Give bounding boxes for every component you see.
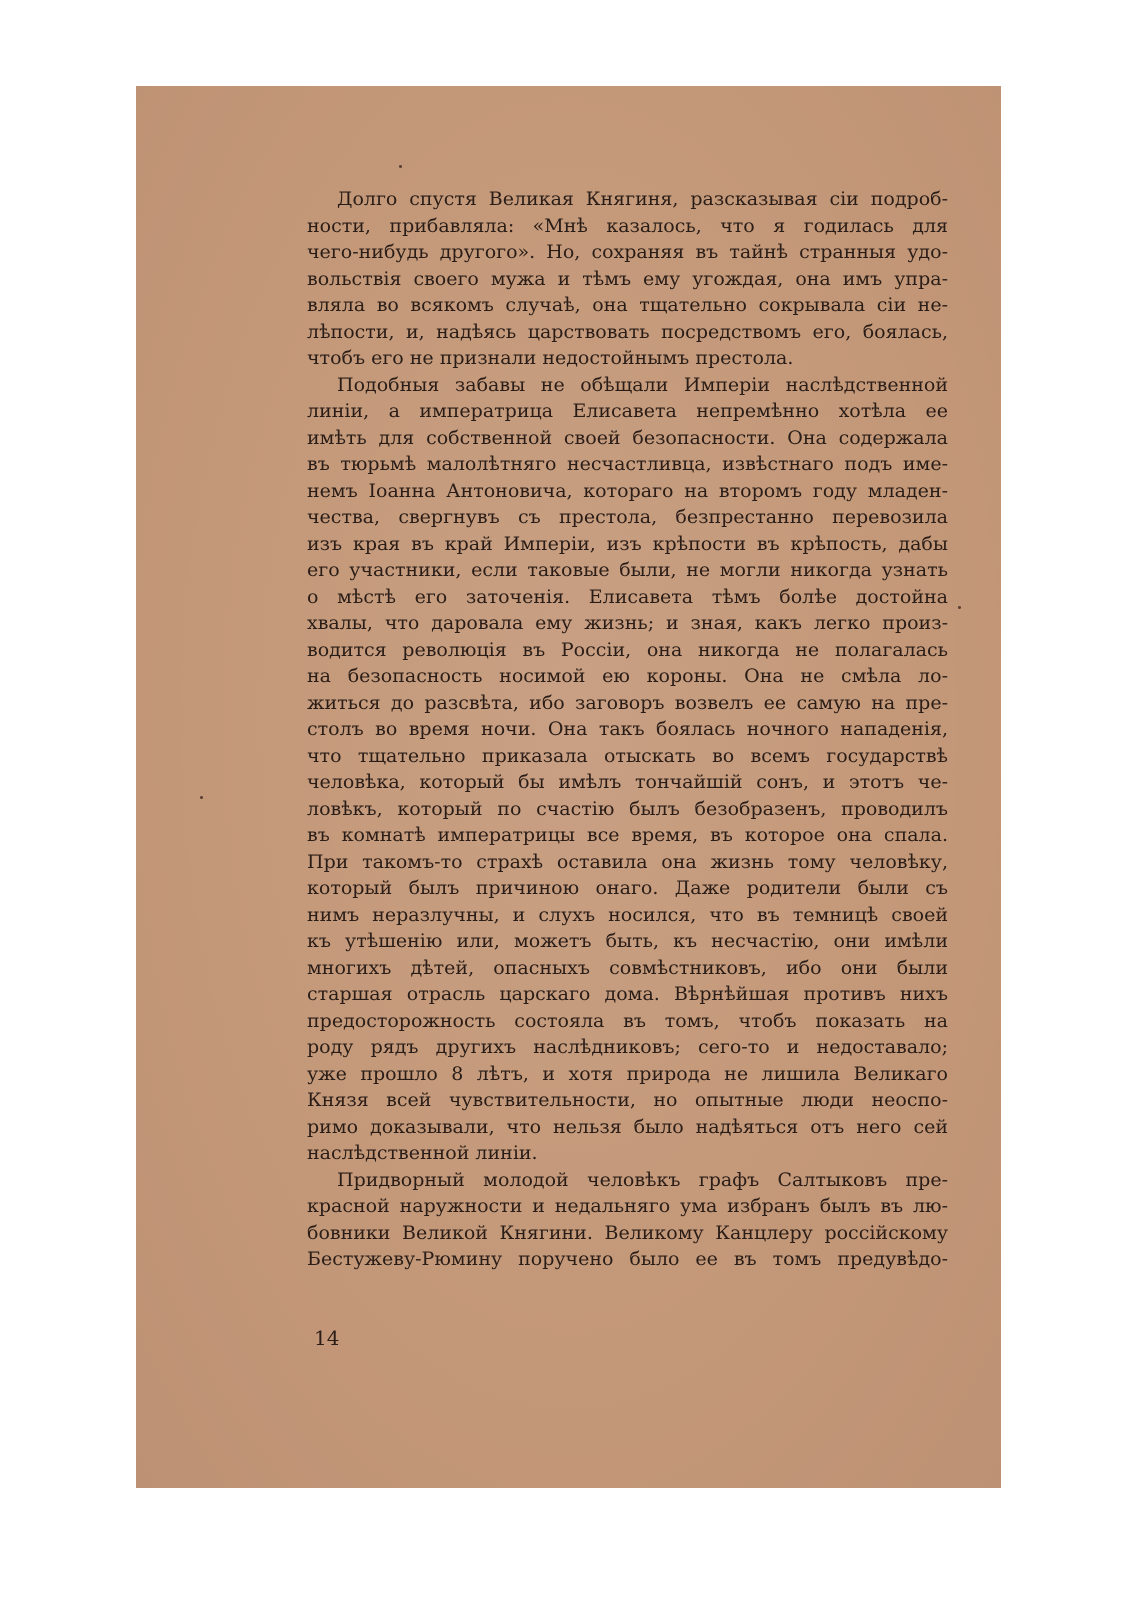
page-number: 14 — [314, 1326, 340, 1350]
text-line: красной наружности и недальняго ума избранъ былъ въ лю- — [307, 1195, 948, 1217]
paragraph-3 — [307, 1167, 948, 1273]
text-line: немъ Iоанна Антоновича, котораго на второмъ году младен- — [307, 479, 948, 502]
text-line: Князя всей чувствительности, но опытные люди неоспо- — [307, 1089, 948, 1111]
text-line: бовники Великой Княгини. Великому Канцлеру россiйскому — [307, 1221, 948, 1244]
text-line: старшая отрасль царскаго дома. Вѣрнѣйшая противъ нихъ — [307, 983, 948, 1005]
text-line: многихъ дѣтей, опасныхъ совмѣстниковъ, ибо они были — [307, 956, 948, 979]
print-speck — [399, 165, 402, 168]
paragraph-2 — [307, 372, 948, 1167]
text-line: уже прошло 8 лѣтъ, и хотя природа не лишила Великаго — [307, 1062, 948, 1085]
text-line: человѣка, который бы имѣлъ тончайшiй сонъ, и этотъ че- — [307, 771, 948, 793]
text-line: чтобъ его не признали недостойнымъ престола. — [307, 347, 794, 369]
text-line: предосторожность состояла въ томъ, чтобъ показать на — [307, 1009, 948, 1032]
text-line: чества, свергнувъ съ престола, безпрестанно перевозила — [307, 506, 948, 528]
text-line: вольствiя своего мужа и тѣмъ ему угождая, она имъ упра- — [307, 267, 948, 290]
text-line: водится революцiя въ Россiи, она никогда не полагалась — [307, 638, 948, 661]
text-line: римо доказывали, что нельзя было надѣяться отъ него сей — [307, 1115, 948, 1138]
text-line: житься до разсвѣта, ибо заговоръ возвелъ ее самую на пре- — [307, 691, 948, 714]
book-page — [136, 86, 1001, 1488]
text-line: ловѣкъ, который по счастiю былъ безобразенъ, проводилъ — [307, 797, 948, 820]
body-text — [307, 186, 948, 1273]
text-line: его участники, если таковые были, не могли никогда узнать — [307, 559, 948, 581]
text-line: вляла во всякомъ случаѣ, она тщательно сокрывала сiи не- — [307, 294, 948, 316]
text-line: Придворный молодой человѣкъ графъ Салтыковъ пре- — [337, 1168, 948, 1191]
text-line: роду рядъ другихъ наслѣдниковъ; сего-то и недоставало; — [307, 1036, 948, 1058]
text-line: линiи, а императрица Елисавета непремѣнно хотѣла ее — [307, 400, 948, 422]
text-line: о мѣстѣ его заточенiя. Елисавета тѣмъ болѣе достойна — [307, 585, 948, 608]
text-line: въ комнатѣ императрицы все время, въ которое она спала. — [307, 824, 948, 846]
text-line: къ утѣшенiю или, можетъ быть, къ несчастiю, они имѣли — [307, 930, 948, 952]
print-speck — [958, 606, 961, 609]
text-line: столъ во время ночи. Она такъ боялась ночного нападенiя, — [307, 718, 948, 740]
text-line: наслѣдственной линiи. — [307, 1142, 538, 1164]
text-line: изъ края въ край Имперiи, изъ крѣпости въ крѣпость, дабы — [307, 532, 948, 555]
text-line: имѣть для собственной своей безопасности. Она содержала — [307, 426, 948, 449]
text-line: на безопасность носимой ею короны. Она не смѣла ло- — [307, 665, 948, 687]
text-line: лѣпости, и, надѣясь царствовать посредствомъ его, боялась, — [307, 320, 948, 343]
print-speck — [200, 796, 203, 799]
text-line: При такомъ-то страхѣ оставила она жизнь тому человѣку, — [307, 850, 948, 873]
text-line: который былъ причиною онаго. Даже родители были съ — [307, 877, 948, 899]
text-line: чего-нибудь другого». Но, сохраняя въ тайнѣ странныя удо- — [307, 241, 948, 263]
text-line: хвалы, что даровала ему жизнь; и зная, какъ легко произ- — [307, 612, 948, 634]
text-line: Бестужеву-Рюмину поручено было ее въ томъ предувѣдо- — [307, 1248, 948, 1270]
paragraph-1 — [307, 186, 948, 372]
text-line: ности, прибавляла: «Мнѣ казалось, что я годилась для — [307, 214, 948, 237]
text-line: Долго спустя Великая Княгиня, разсказывая сiи подроб- — [337, 188, 948, 210]
text-line: Подобныя забавы не обѣщали Имперiи наслѣдственной — [337, 373, 948, 396]
text-line: въ тюрьмѣ малолѣтняго несчастливца, извѣстнаго подъ име- — [307, 453, 948, 475]
text-line: что тщательно приказала отыскать во всемъ государствѣ — [307, 744, 948, 767]
text-line: нимъ неразлучны, и слухъ носился, что въ темницѣ своей — [307, 903, 948, 926]
